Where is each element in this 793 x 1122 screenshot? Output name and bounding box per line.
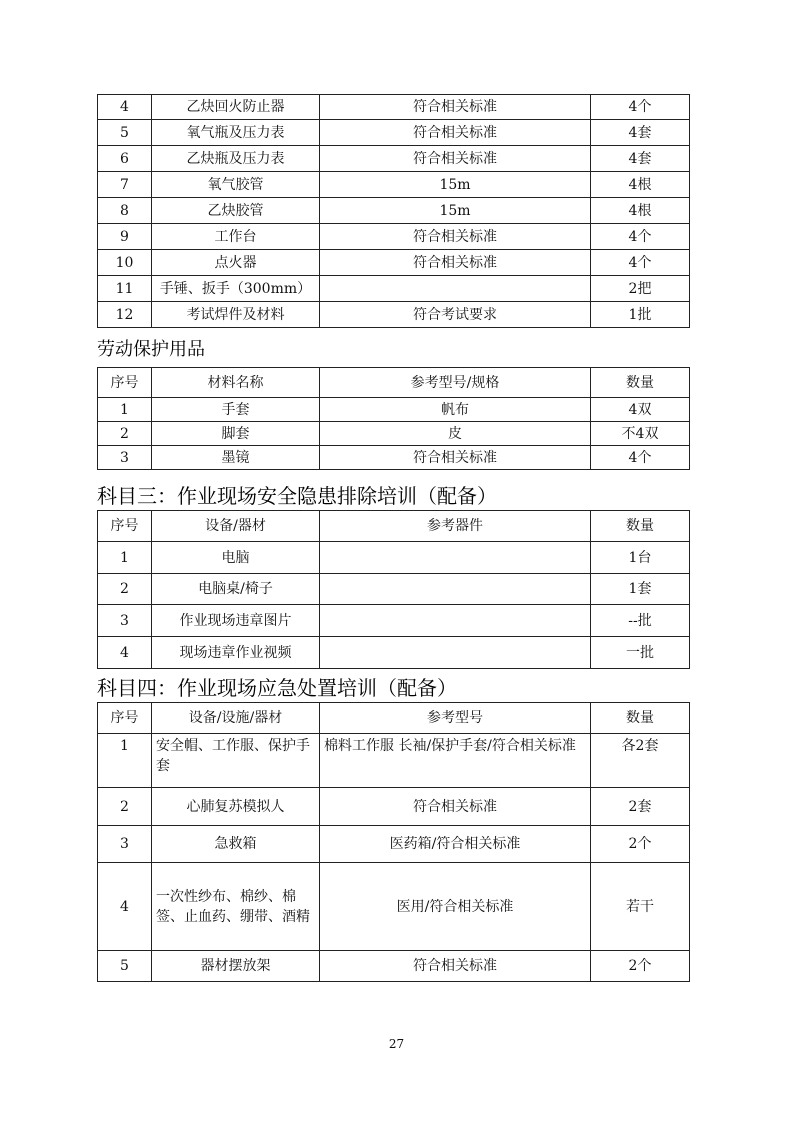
item-quantity: 4个 xyxy=(591,446,690,470)
table-row xyxy=(98,637,690,669)
item-spec: 皮 xyxy=(320,422,591,446)
row-number: 1 xyxy=(98,542,152,574)
item-name: 器材摆放架 xyxy=(152,951,320,982)
row-number: 1 xyxy=(98,398,152,422)
table-row xyxy=(98,276,690,302)
item-spec: 帆布 xyxy=(320,398,591,422)
row-number: 1 xyxy=(98,734,152,788)
item-name: 手套 xyxy=(152,398,320,422)
item-name: 氧气瓶及压力表 xyxy=(152,120,320,146)
item-name: 心肺复苏模拟人 xyxy=(152,788,320,826)
item-name: 乙炔瓶及压力表 xyxy=(152,146,320,172)
header-index: 序号 xyxy=(98,511,152,542)
item-spec: 符合相关标准 xyxy=(320,951,591,982)
item-spec: 符合相关标准 xyxy=(320,788,591,826)
item-name: 电脑桌/椅子 xyxy=(152,574,320,605)
item-spec xyxy=(320,276,591,302)
item-name: 氧气胶管 xyxy=(152,172,320,198)
header-quantity: 数量 xyxy=(591,703,690,734)
table-row xyxy=(98,398,690,422)
item-quantity: 若干 xyxy=(591,863,690,951)
item-quantity: 4个 xyxy=(591,224,690,250)
row-number: 8 xyxy=(98,198,152,224)
item-spec xyxy=(320,542,591,574)
row-number: 3 xyxy=(98,446,152,470)
item-name: 脚套 xyxy=(152,422,320,446)
header-quantity: 数量 xyxy=(591,511,690,542)
item-name: 乙炔胶管 xyxy=(152,198,320,224)
table-row xyxy=(98,95,690,120)
item-quantity: 2把 xyxy=(591,276,690,302)
item-name: 现场违章作业视频 xyxy=(152,637,320,669)
item-quantity: 4个 xyxy=(591,95,690,120)
row-number: 9 xyxy=(98,224,152,250)
item-name: 电脑 xyxy=(152,542,320,574)
item-quantity: 4双 xyxy=(591,398,690,422)
header-spec: 参考型号/规格 xyxy=(320,368,591,398)
section-title-ppe: 劳动保护用品 xyxy=(97,339,205,360)
item-spec: 棉料工作服 长袖/保护手套/符合相关标准 xyxy=(320,734,591,788)
item-quantity: 4根 xyxy=(591,198,690,224)
row-number: 7 xyxy=(98,172,152,198)
header-index: 序号 xyxy=(98,703,152,734)
header-index: 序号 xyxy=(98,368,152,398)
item-spec: 医用/符合相关标准 xyxy=(320,863,591,951)
table-header-row xyxy=(98,511,690,542)
item-quantity: 4根 xyxy=(591,172,690,198)
table-row xyxy=(98,574,690,605)
row-number: 10 xyxy=(98,250,152,276)
table-row xyxy=(98,605,690,637)
item-quantity: 4套 xyxy=(591,146,690,172)
item-quantity: 2个 xyxy=(591,951,690,982)
row-number: 4 xyxy=(98,95,152,120)
table-row xyxy=(98,734,690,788)
header-spec: 参考器件 xyxy=(320,511,591,542)
item-spec xyxy=(320,605,591,637)
item-spec xyxy=(320,637,591,669)
section-title-subject-3: 科目三：作业现场安全隐患排除培训（配备） xyxy=(97,484,497,508)
table-row xyxy=(98,446,690,470)
header-quantity: 数量 xyxy=(591,368,690,398)
item-spec: 15m xyxy=(320,172,591,198)
table-row xyxy=(98,146,690,172)
item-quantity: 1台 xyxy=(591,542,690,574)
subject-4-table xyxy=(97,702,690,982)
item-spec: 医药箱/符合相关标准 xyxy=(320,826,591,863)
item-spec: 符合相关标准 xyxy=(320,120,591,146)
table-row xyxy=(98,250,690,276)
row-number: 5 xyxy=(98,951,152,982)
header-spec: 参考型号 xyxy=(320,703,591,734)
table-header-row xyxy=(98,368,690,398)
item-spec: 符合考试要求 xyxy=(320,302,591,328)
table-row xyxy=(98,120,690,146)
item-name: 工作台 xyxy=(152,224,320,250)
table-row xyxy=(98,224,690,250)
row-number: 4 xyxy=(98,863,152,951)
section-title-subject-4: 科目四：作业现场应急处置培训（配备） xyxy=(97,676,457,700)
item-quantity: --批 xyxy=(591,605,690,637)
row-number: 6 xyxy=(98,146,152,172)
item-quantity: 1批 xyxy=(591,302,690,328)
item-name: 手锤、扳手（300mm） xyxy=(152,276,320,302)
table-row xyxy=(98,302,690,328)
row-number: 3 xyxy=(98,605,152,637)
row-number: 12 xyxy=(98,302,152,328)
table-row xyxy=(98,788,690,826)
item-quantity: 一批 xyxy=(591,637,690,669)
item-quantity: 不4双 xyxy=(591,422,690,446)
item-spec: 符合相关标准 xyxy=(320,95,591,120)
table-row xyxy=(98,951,690,982)
item-name: 一次性纱布、棉纱、棉签、止血药、绷带、酒精 xyxy=(152,863,320,951)
item-spec: 符合相关标准 xyxy=(320,250,591,276)
item-spec: 符合相关标准 xyxy=(320,224,591,250)
item-name: 考试焊件及材料 xyxy=(152,302,320,328)
table-row xyxy=(98,542,690,574)
row-number: 2 xyxy=(98,422,152,446)
item-name: 安全帽、工作服、保护手套 xyxy=(152,734,320,788)
row-number: 2 xyxy=(98,788,152,826)
row-number: 4 xyxy=(98,637,152,669)
row-number: 3 xyxy=(98,826,152,863)
header-name: 材料名称 xyxy=(152,368,320,398)
item-spec: 符合相关标准 xyxy=(320,146,591,172)
page-number: 27 xyxy=(388,1037,405,1051)
item-quantity: 4套 xyxy=(591,120,690,146)
table-row xyxy=(98,172,690,198)
item-quantity: 2套 xyxy=(591,788,690,826)
item-name: 作业现场违章图片 xyxy=(152,605,320,637)
equipment-table-continued xyxy=(97,94,690,328)
table-row xyxy=(98,826,690,863)
row-number: 2 xyxy=(98,574,152,605)
item-name: 急救箱 xyxy=(152,826,320,863)
table-row xyxy=(98,422,690,446)
item-spec: 符合相关标准 xyxy=(320,446,591,470)
item-name: 墨镜 xyxy=(152,446,320,470)
table-row xyxy=(98,198,690,224)
ppe-table xyxy=(97,367,690,470)
item-name: 乙炔回火防止器 xyxy=(152,95,320,120)
item-quantity: 2个 xyxy=(591,826,690,863)
row-number: 5 xyxy=(98,120,152,146)
item-name: 点火器 xyxy=(152,250,320,276)
row-number: 11 xyxy=(98,276,152,302)
item-spec xyxy=(320,574,591,605)
header-name: 设备/器材 xyxy=(152,511,320,542)
table-header-row xyxy=(98,703,690,734)
subject-3-table xyxy=(97,510,690,669)
item-spec: 15m xyxy=(320,198,591,224)
table-row xyxy=(98,863,690,951)
item-quantity: 1套 xyxy=(591,574,690,605)
item-quantity: 4个 xyxy=(591,250,690,276)
header-name: 设备/设施/器材 xyxy=(152,703,320,734)
item-quantity: 各2套 xyxy=(591,734,690,788)
